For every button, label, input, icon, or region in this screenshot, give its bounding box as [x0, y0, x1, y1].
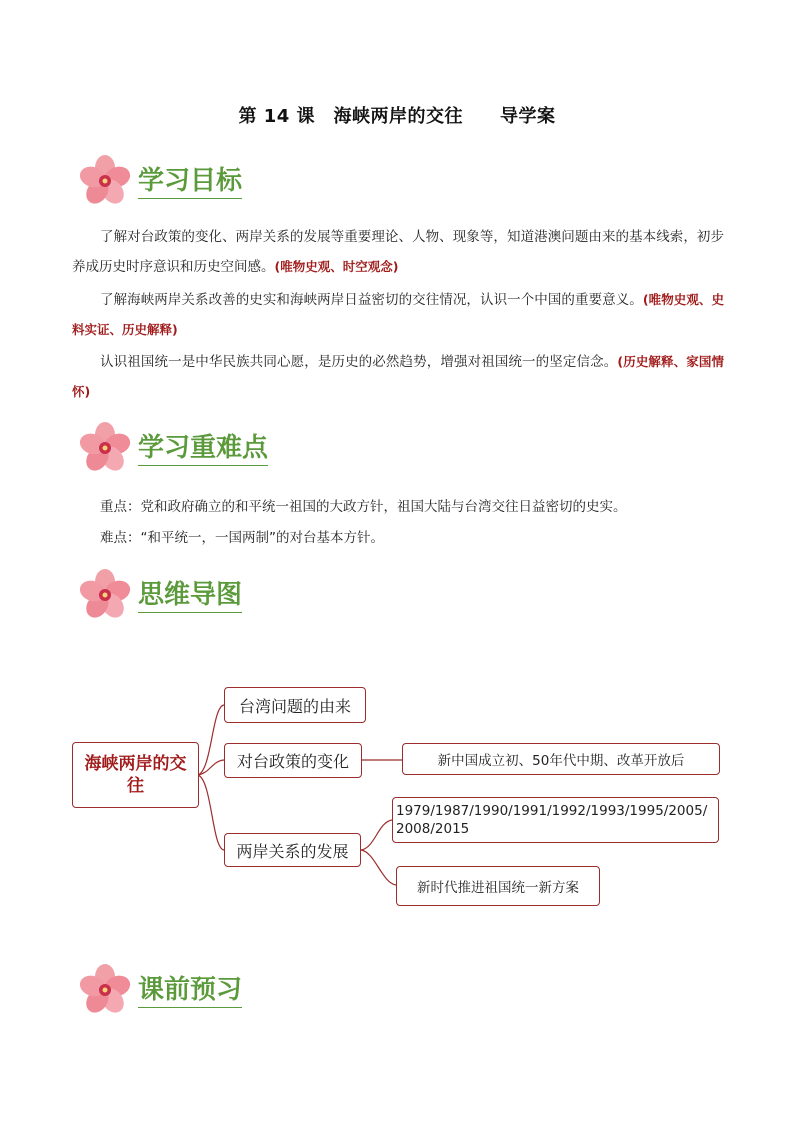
mindmap-leaf-policy-periods: 新中国成立初、50年代中期、改革开放后	[402, 743, 720, 775]
mindmap-root: 海峡两岸的交往	[72, 742, 199, 808]
section-mindmap	[76, 566, 376, 622]
section-keypoints-heading: 学习重难点	[138, 427, 268, 466]
objective-paragraph-1: 了解对台政策的变化、两岸关系的发展等重要理论、人物、现象等，知道港澳问题由来的基本线索，初步养成历史时序意识和历史空间感。(唯物史观、时空观念)	[72, 229, 724, 275]
mindmap-branch-relations: 两岸关系的发展	[224, 833, 361, 867]
mindmap-leaf-new-era: 新时代推进祖国统一新方案	[396, 866, 600, 906]
page-title: 第 14 课 海峡两岸的交往 导学案	[238, 106, 556, 127]
connector-root-branch3	[198, 775, 224, 850]
mindmap-leaf-years: 1979/1987/1990/1991/1992/1993/1995/2005/2008/2015	[392, 797, 719, 843]
section-keypoints	[76, 419, 376, 475]
flower-icon	[76, 152, 134, 208]
flower-icon	[76, 961, 134, 1017]
flower-icon	[76, 419, 134, 475]
flower-icon	[76, 566, 134, 622]
section-preview	[76, 961, 376, 1017]
section-objectives-heading: 学习目标	[138, 160, 242, 199]
connector-branch3-leaf-a	[361, 820, 392, 850]
connector-root-branch2	[198, 760, 224, 775]
connector-root-branch1	[198, 705, 224, 775]
key-point-text: 重点：党和政府确立的和平统一祖国的大政方针，祖国大陆与台湾交往日益密切的史实。	[100, 499, 627, 515]
objective-paragraph-2: 了解海峡两岸关系改善的史实和海峡两岸日益密切的交往情况，认识一个中国的重要意义。(唯物史观、史料实证、历史解释)	[72, 292, 725, 337]
section-preview-heading: 课前预习	[138, 969, 242, 1008]
difficult-point-text: 难点：“和平统一，一国两制”的对台基本方针。	[100, 530, 384, 546]
section-objectives	[76, 152, 376, 208]
mindmap-branch-policy-change: 对台政策的变化	[224, 743, 362, 778]
objective-paragraph-3: 认识祖国统一是中华民族共同心愿，是历史的必然趋势，增强对祖国统一的坚定信念。(历史解释、家国情怀)	[72, 354, 725, 399]
mindmap-branch-taiwan-origin: 台湾问题的由来	[224, 687, 366, 723]
connector-branch3-leaf-b	[361, 850, 396, 885]
section-mindmap-heading: 思维导图	[138, 574, 242, 613]
